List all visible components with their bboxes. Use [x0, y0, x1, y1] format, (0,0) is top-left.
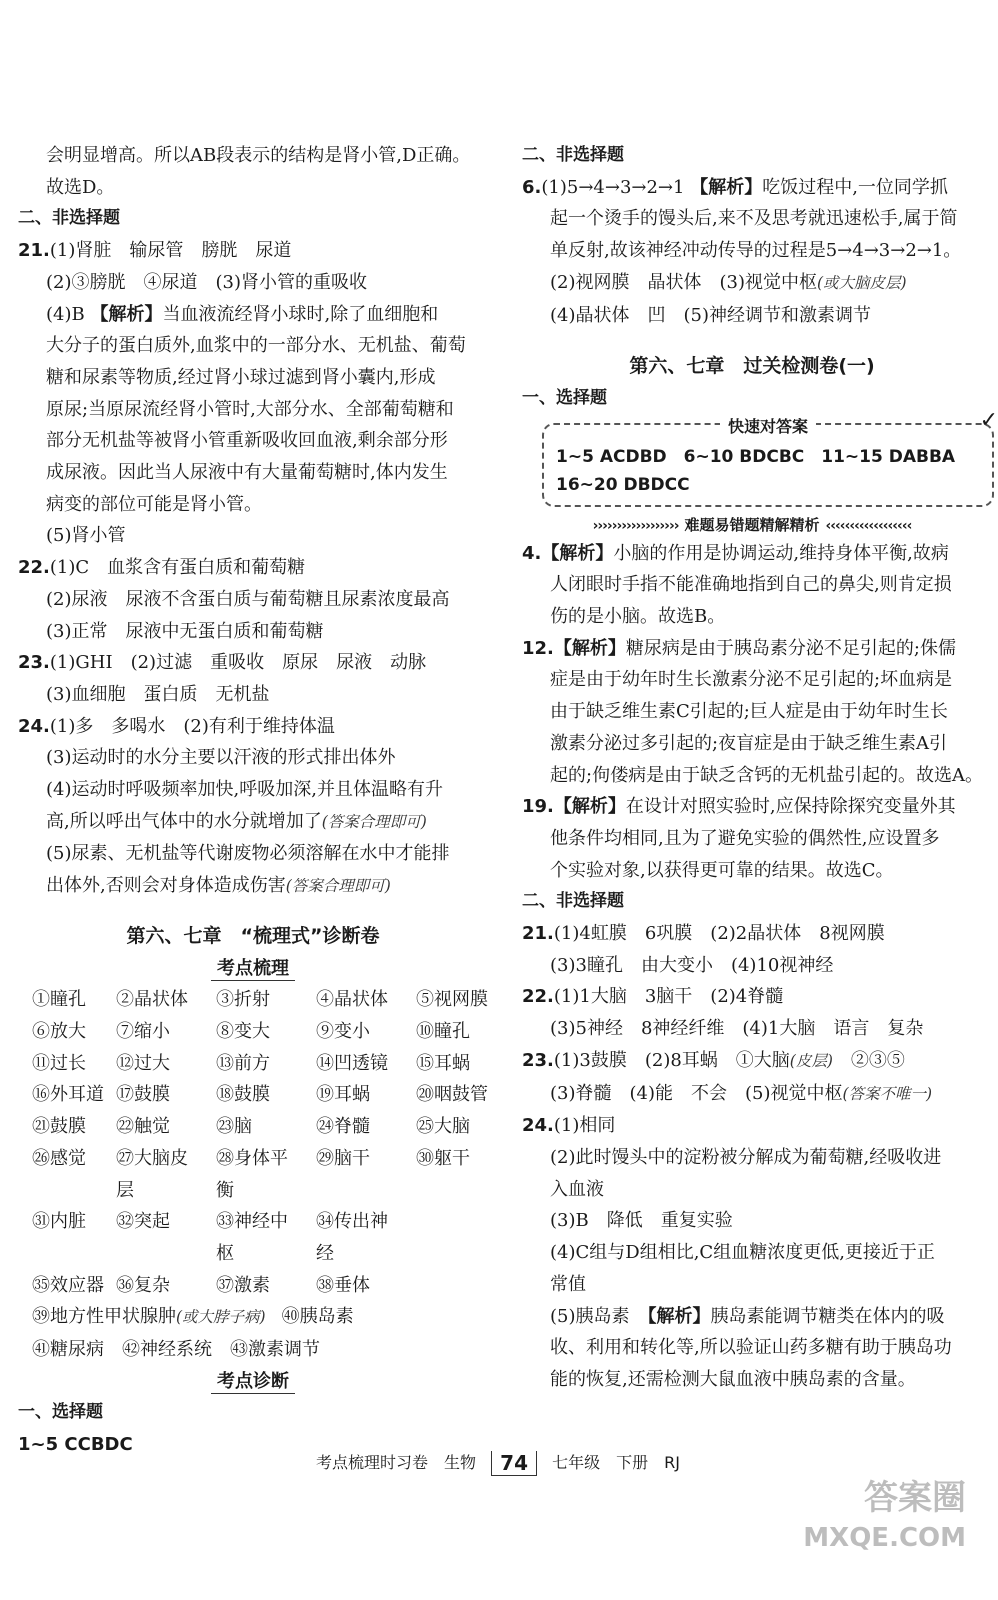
key-point: ⑲耳蜗	[316, 1084, 370, 1106]
question-12-line	[522, 633, 982, 665]
key-point: ⑪过长	[32, 1052, 86, 1074]
key-point: ⑮耳蜗	[416, 1052, 470, 1074]
question-number: 24.	[522, 1115, 554, 1137]
answer-line: 起一个烫手的馒头后,来不及思考就迅速松手,属于简	[550, 208, 958, 230]
answer-text: 吃饭过程中,一位同学抓	[762, 176, 948, 198]
key-point: ㊵胰岛素	[281, 1306, 354, 1328]
key-point: ⑥放大	[32, 1020, 86, 1042]
answer-note: (答案不唯一)	[842, 1084, 933, 1103]
key-point: ⑨变小	[316, 1020, 370, 1042]
answer-line: (4)C组与D组相比,C组血糖浓度更低,更接近于正	[550, 1242, 935, 1264]
key-point: ㉖感觉	[32, 1147, 86, 1169]
question-number: 22.	[522, 986, 554, 1008]
answer-line: (4)运动时呼吸频率加快,呼吸加深,并且体温略有升	[46, 779, 443, 801]
answer-line: 伤的是小脑。故选B。	[550, 606, 726, 628]
key-point: ⑱鼓膜	[216, 1084, 270, 1106]
answer-text: (1)肾脏 输尿管 膀胱 尿道	[49, 240, 292, 262]
subsection-title	[18, 953, 488, 985]
difficult-problems-banner	[522, 513, 982, 538]
text-line: 会明显增高。所以AB段表示的结构是肾小管,D正确。	[46, 145, 471, 166]
answer-text: 胰岛素能调节糖类在体内的吸	[710, 1305, 945, 1327]
answer-text: (3)脊髓 (4)能 不会 (5)视觉中枢	[550, 1082, 843, 1104]
key-point	[416, 1206, 488, 1269]
question-number: 6.	[522, 176, 542, 198]
key-points-line: ㊶糖尿病 ㊷神经系统 ㊸激素调节	[32, 1339, 320, 1361]
quick-answer-box	[542, 407, 998, 507]
subsection-title	[18, 1366, 488, 1398]
answer-line: 收、利用和转化等,所以验证山药多糖有助于胰岛功	[550, 1337, 952, 1359]
question-21-line	[18, 235, 488, 267]
question-23-line	[18, 647, 488, 679]
analysis-tag: 【解析】	[90, 303, 163, 325]
key-point: ④晶状体	[316, 989, 388, 1011]
page-number: 74	[491, 1451, 537, 1476]
key-point: ⑰鼓膜	[116, 1084, 170, 1106]
answer-line: 症是由于幼年时生长激素分泌不足引起的;坏血病是	[550, 669, 953, 691]
answer-text: (1)5→4→3→2→1	[541, 176, 685, 198]
key-point: ㉘身体平衡	[216, 1147, 288, 1201]
answer-line	[18, 870, 488, 903]
arrow-decoration: ‹‹‹‹‹‹‹‹‹‹‹‹‹‹‹‹‹‹	[825, 517, 912, 534]
answer-line: 病变的部位可能是肾小管。	[46, 493, 262, 515]
section-heading: 二、非选择题	[522, 145, 624, 165]
answer-line: (4)晶状体 凹 (5)神经调节和激素调节	[550, 304, 871, 326]
analysis-tag: 【解析】	[541, 542, 614, 564]
key-point: ①瞳孔	[32, 989, 86, 1011]
answer-text: 高,所以呼出气体中的水分就增加了	[46, 810, 322, 832]
section-heading: 二、非选择题	[522, 891, 624, 912]
question-21-line	[522, 918, 982, 950]
section-title: 第六、七章 过关检测卷(一)	[629, 355, 875, 378]
answer-note: (答案合理即可)	[285, 877, 391, 896]
key-point: ㉑鼓膜	[32, 1116, 86, 1138]
question-19-line	[522, 791, 982, 823]
subsection-title-text: 考点诊断	[211, 1371, 295, 1394]
answer-text: (1)C 血浆含有蛋白质和葡萄糖	[49, 557, 306, 579]
question-number: 24.	[18, 715, 50, 737]
key-points-line	[18, 1301, 488, 1334]
key-point	[416, 1270, 488, 1302]
answer-line: 起的;佝偻病是由于缺乏含钙的无机盐引起的。故选A。	[550, 764, 984, 786]
answer-line: (3)B 降低 重复实验	[550, 1210, 733, 1232]
key-point: ㉚躯干	[416, 1147, 470, 1169]
question-6-line	[522, 172, 982, 204]
key-point: ㉟效应器	[32, 1274, 104, 1296]
answer-line: 由于缺乏维生素C引起的;巨人症是由于幼年时生长	[550, 701, 948, 723]
key-point: ⑯外耳道	[32, 1084, 104, 1106]
answer-text: (1)GHI (2)过滤 重吸收 原尿 尿液 动脉	[49, 652, 427, 674]
answer-text: (2)视网膜 晶状体 (3)视觉中枢	[550, 271, 817, 293]
key-point: ③折射	[216, 989, 270, 1011]
answer-text: (5)胰岛素	[550, 1305, 648, 1327]
answer-line: (3)正常 尿液中无蛋白质和葡萄糖	[46, 620, 324, 642]
answer-line: 大分子的蛋白质外,血浆中的一部分水、无机盐、葡萄	[46, 335, 466, 357]
page-footer	[0, 1450, 996, 1476]
question-24-line	[18, 711, 488, 743]
arrow-decoration: ››››››››››››››››››	[592, 517, 679, 534]
answer-line: (2)尿液 尿液不含蛋白质与葡萄糖且尿素浓度最高	[46, 588, 450, 610]
question-22-line	[18, 552, 488, 584]
key-point-note: (或大脖子病)	[176, 1308, 266, 1327]
answer-text: 出体外,否则会对身体造成伤害	[46, 875, 286, 897]
key-point: ㉙脑干	[316, 1147, 370, 1169]
answer-text: (1)4虹膜 6巩膜 (2)2晶状体 8视网膜	[553, 923, 885, 945]
answer-line: 入血液	[550, 1178, 604, 1200]
answer-text: (1)多 多喝水 (2)有利于维持体温	[49, 715, 335, 737]
book-title: 考点梳理时习卷 生物	[316, 1453, 477, 1472]
section-heading: 二、非选择题	[18, 208, 120, 229]
key-point: ㉒触觉	[116, 1116, 170, 1138]
subsection-title-text: 考点梳理	[211, 958, 295, 981]
right-column	[522, 140, 998, 1396]
answer-line: 人闭眼时手指不能准确地指到自己的鼻尖,则肯定损	[550, 574, 952, 596]
answer-text: 在设计对照实验时,应保持除探究变量外其	[625, 796, 956, 818]
key-point: ㉓脑	[216, 1116, 252, 1138]
key-point: ㊱复杂	[116, 1274, 170, 1296]
answer-line	[18, 806, 488, 839]
answer-line: (5)肾小管	[46, 525, 126, 547]
question-number: 12.	[522, 637, 554, 659]
question-22-line	[522, 981, 982, 1013]
answer-line: 激素分泌过多引起的;夜盲症是由于缺乏维生素A引	[550, 732, 948, 754]
key-point: ⑫过大	[116, 1052, 170, 1074]
answer-line	[18, 299, 488, 331]
question-number: 4.	[522, 542, 542, 564]
watermark	[803, 1478, 966, 1558]
answer-key: 1~5 CCBDC	[18, 1434, 133, 1456]
check-icon: ✓	[979, 407, 998, 433]
answer-text: (1)3鼓膜 (2)8耳蜗 ①大脑	[553, 1049, 790, 1071]
answer-text: 小脑的作用是协调运动,维持身体平衡,故病	[613, 542, 949, 564]
answer-line: (5)尿素、无机盐等代谢废物必须溶解在水中才能排	[46, 843, 450, 865]
watermark-url: MXQE.COM	[803, 1523, 966, 1553]
answer-line: 糖和尿素等物质,经过肾小球过滤到肾小囊内,形成	[46, 366, 436, 388]
quick-answer-row: 16~20 DBDCC	[556, 474, 690, 495]
question-4-line	[522, 538, 982, 570]
section-title: 第六、七章 “梳理式”诊断卷	[126, 924, 380, 947]
key-point: ㉝神经中枢	[216, 1211, 288, 1264]
question-23-line	[522, 1045, 982, 1078]
watermark-logo: 答案圈	[864, 1478, 966, 1518]
key-point: ㊳垂体	[316, 1274, 370, 1296]
key-point: ⑦缩小	[116, 1020, 170, 1042]
question-number: 21.	[18, 240, 50, 262]
answer-text: (1)1大脑 3脑干 (2)4脊髓	[553, 986, 784, 1008]
key-point: ㊲激素	[216, 1274, 270, 1296]
key-point: ⑭凹透镜	[316, 1052, 388, 1074]
key-points-grid	[18, 984, 488, 1301]
answer-line: (3)5神经 8神经纤维 (4)1大脑 语言 复杂	[550, 1018, 924, 1040]
key-point: ⑬前方	[216, 1052, 270, 1074]
section-heading: 一、选择题	[522, 387, 607, 408]
analysis-tag: 【解析】	[647, 1305, 711, 1327]
left-column	[18, 140, 488, 1461]
key-point: ㉞传出神经	[316, 1211, 388, 1264]
answer-line	[522, 1301, 982, 1333]
answer-line: 能的恢复,还需检测大鼠血液中胰岛素的含量。	[550, 1368, 916, 1390]
text-line: 故选D。	[46, 176, 115, 198]
answer-line: (2)此时馒头中的淀粉被分解成为葡萄糖,经吸收进	[550, 1146, 942, 1168]
quick-answer-title: 快速对答案	[720, 413, 816, 441]
key-point: ㊴地方性甲状腺肿	[32, 1306, 176, 1328]
key-point: ⑳咽鼓管	[416, 1084, 488, 1106]
analysis-tag: 【解析】	[553, 796, 626, 818]
analysis-tag: 【解析】	[553, 637, 626, 659]
answer-text: (1)相同	[553, 1115, 616, 1137]
answer-line: (3)3瞳孔 由大变小 (4)10视神经	[550, 954, 834, 976]
key-point: ㉗大脑皮层	[116, 1147, 188, 1201]
key-point: ⑧变大	[216, 1020, 270, 1042]
answer-line: (3)运动时的水分主要以汗液的形式排出体外	[46, 747, 396, 769]
key-point: ㉕大脑	[416, 1116, 470, 1138]
answer-text: 当血液流经肾小球时,除了血细胞和	[162, 303, 439, 325]
question-number: 23.	[522, 1049, 554, 1071]
key-point: ⑩瞳孔	[416, 1020, 470, 1042]
answer-line: 部分无机盐等被肾小管重新吸收回血液,剩余部分形	[46, 430, 448, 452]
analysis-tag: 【解析】	[690, 176, 763, 198]
answer-line: 他条件均相同,且为了避免实验的偶然性,应设置多	[550, 827, 940, 849]
question-number: 22.	[18, 557, 50, 579]
key-point: ②晶状体	[116, 989, 188, 1011]
key-point: ⑤视网膜	[416, 989, 488, 1011]
key-point: ㉜突起	[116, 1211, 170, 1233]
answer-text: ②③⑤	[832, 1049, 905, 1071]
answer-line: (2)③膀胱 ④尿道 (3)肾小管的重吸收	[46, 271, 367, 293]
answer-line: 单反射,故该神经冲动传导的过程是5→4→3→2→1。	[550, 240, 962, 262]
question-24-line	[522, 1110, 982, 1142]
answer-text: (4)B	[46, 303, 85, 325]
answer-note: (皮层)	[789, 1051, 833, 1070]
answer-line	[522, 267, 982, 300]
answer-line: 个实验对象,以获得更可靠的结果。故选C。	[550, 859, 894, 881]
answer-line	[522, 1078, 982, 1111]
book-grade: 七年级 下册 RJ	[552, 1453, 680, 1472]
answer-line: 原尿;当原尿流经肾小管时,大部分水、全部葡萄糖和	[46, 398, 454, 420]
question-number: 21.	[522, 923, 554, 945]
answer-note: (答案合理即可)	[321, 812, 427, 831]
answer-line: 常值	[550, 1273, 586, 1295]
question-number: 19.	[522, 796, 554, 818]
banner-title: 难题易错题精解精析	[684, 515, 820, 534]
answer-line: (3)血细胞 蛋白质 无机盐	[46, 683, 270, 705]
answer-text: 糖尿病是由于胰岛素分泌不足引起的;侏儒	[625, 637, 956, 659]
key-point: ㉛内脏	[32, 1211, 86, 1233]
answer-line: 成尿液。因此当人尿液中有大量葡萄糖时,体内发生	[46, 462, 448, 484]
section-heading: 一、选择题	[18, 1402, 103, 1423]
quick-answer-row: 1~5 ACDBD 6~10 BDCBC 11~15 DABBA	[556, 446, 956, 467]
key-point: ㉔脊髓	[316, 1116, 370, 1138]
answer-note: (或大脑皮层)	[817, 273, 907, 292]
question-number: 23.	[18, 652, 50, 674]
